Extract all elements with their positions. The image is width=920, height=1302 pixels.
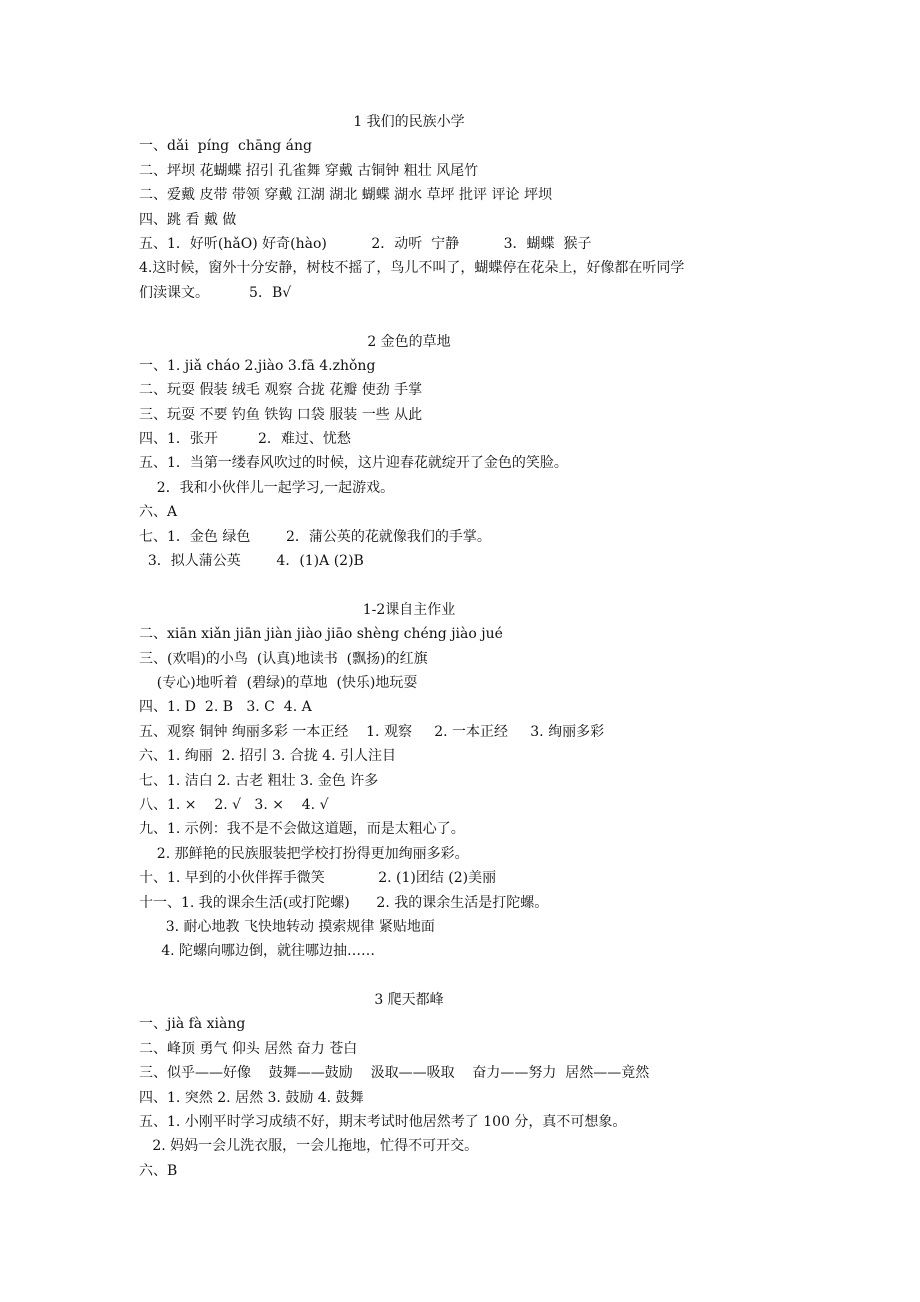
- answer-line: 五、1．好听(hǎO) 好奇(hào) 2．动听 宁静 3．蝴蝶 猴子: [139, 235, 592, 252]
- answer-line: 七、1. 洁白 2. 古老 粗壮 3. 金色 许多: [139, 772, 379, 789]
- answer-line: 三、似乎——好像 鼓舞——鼓励 汲取——吸取 奋力——努力 居然——竟然: [139, 1065, 650, 1082]
- answer-line: 3. 耐心地教 飞快地转动 摸索规律 紧贴地面: [139, 918, 435, 935]
- answer-line: 们渎课文。 5．B√: [139, 284, 292, 301]
- answer-line: 九、1. 示例：我不是不会做这道题，而是太粗心了。: [139, 821, 465, 838]
- answer-line: 八、1. × 2. √ 3. × 4. √: [139, 796, 329, 813]
- answer-line: 一、dǎi píng chāng áng: [139, 138, 312, 155]
- answer-line: 3．拟人蒲公英 4．(1)A (2)B: [139, 553, 364, 570]
- answer-line: 二、峰顶 勇气 仰头 居然 奋力 苍白: [139, 1040, 358, 1057]
- answer-line: 四、1．张开 2．难过、忧愁: [139, 431, 351, 448]
- answer-line: 4. 陀螺向哪边倒，就往哪边抽……: [139, 943, 376, 960]
- blank-line: [139, 305, 819, 329]
- section-title: 2 金色的草地: [367, 333, 451, 350]
- blank-line: [139, 573, 819, 597]
- answer-line: 十一、1. 我的课余生活(或打陀螺) 2. 我的课余生活是打陀螺。: [139, 894, 549, 911]
- answer-line: 五、观察 铜钟 绚丽多彩 一本正经 1. 观察 2. 一本正经 3. 绚丽多彩: [139, 723, 605, 740]
- answer-line: (专心)地听着 (碧绿)的草地 (快乐)地玩耍: [139, 674, 418, 691]
- answer-line: 一、jià fà xiàng: [139, 1016, 246, 1033]
- answer-line: 四、跳 看 戴 做: [139, 211, 237, 228]
- answer-line: 2．我和小伙伴儿一起学习,一起游戏。: [139, 479, 395, 496]
- section-title: 1 我们的民族小学: [353, 114, 465, 130]
- answer-line: 二、xiān xiǎn jiān jiàn jiào jiāo shèng chéng jiào jué: [139, 626, 503, 643]
- section-title: 1-2课自主作业: [362, 601, 456, 618]
- answer-line: 五、1．当第一缕春风吹过的时候，这片迎春花就绽开了金色的笑脸。: [139, 455, 568, 472]
- answer-line: 六、1. 绚丽 2. 招引 3. 合拢 4. 引人注目: [139, 748, 397, 765]
- answer-line: 二、玩耍 假装 绒毛 观察 合拢 花瓣 使劲 手掌: [139, 382, 423, 399]
- answer-line: 六、B: [139, 1162, 178, 1179]
- answer-line: 2. 妈妈一会儿洗衣服，一会儿拖地，忙得不可开交。: [139, 1138, 479, 1155]
- answer-line: 七、1．金色 绿色 2．蒲公英的花就像我们的手掌。: [139, 528, 491, 545]
- section-title: 3 爬天都峰: [374, 992, 444, 1009]
- answer-line: 三、玩耍 不要 钓鱼 铁钩 口袋 服装 一些 从此: [139, 406, 423, 423]
- answer-line: 十、1. 早到的小伙伴挥手微笑 2. (1)团结 (2)美丽: [139, 870, 497, 887]
- answer-document: [139, 110, 819, 1183]
- answer-line: 四、1. 突然 2. 居然 3. 鼓励 4. 鼓舞: [139, 1089, 364, 1106]
- answer-line: 四、1. D 2. B 3. C 4. A: [139, 699, 312, 716]
- answer-line: 二、爱戴 皮带 带领 穿戴 江湖 湖北 蝴蝶 湖水 草坪 批评 评论 坪坝: [139, 187, 552, 204]
- answer-line: 2. 那鲜艳的民族服装把学校打扮得更加绚丽多彩。: [139, 845, 469, 862]
- answer-line: 二、坪坝 花蝴蝶 招引 孔雀舞 穿戴 古铜钟 粗壮 风尾竹: [139, 162, 479, 179]
- answer-line: 一、1. jiǎ cháo 2.jiào 3.fā 4.zhǒng: [139, 357, 376, 374]
- answer-line: 六、A: [139, 504, 178, 521]
- answer-line: 五、1. 小刚平时学习成绩不好，期末考试时他居然考了 100 分，真不可想象。: [139, 1114, 627, 1131]
- answer-line: 4.这时候，窗外十分安静，树枝不摇了，鸟儿不叫了，蝴蝶停在花朵上，好像都在听同学: [139, 260, 685, 277]
- blank-line: [139, 964, 819, 988]
- answer-line: 三、(欢唱)的小鸟 (认真)地读书 (飘扬)的红旗: [139, 650, 428, 667]
